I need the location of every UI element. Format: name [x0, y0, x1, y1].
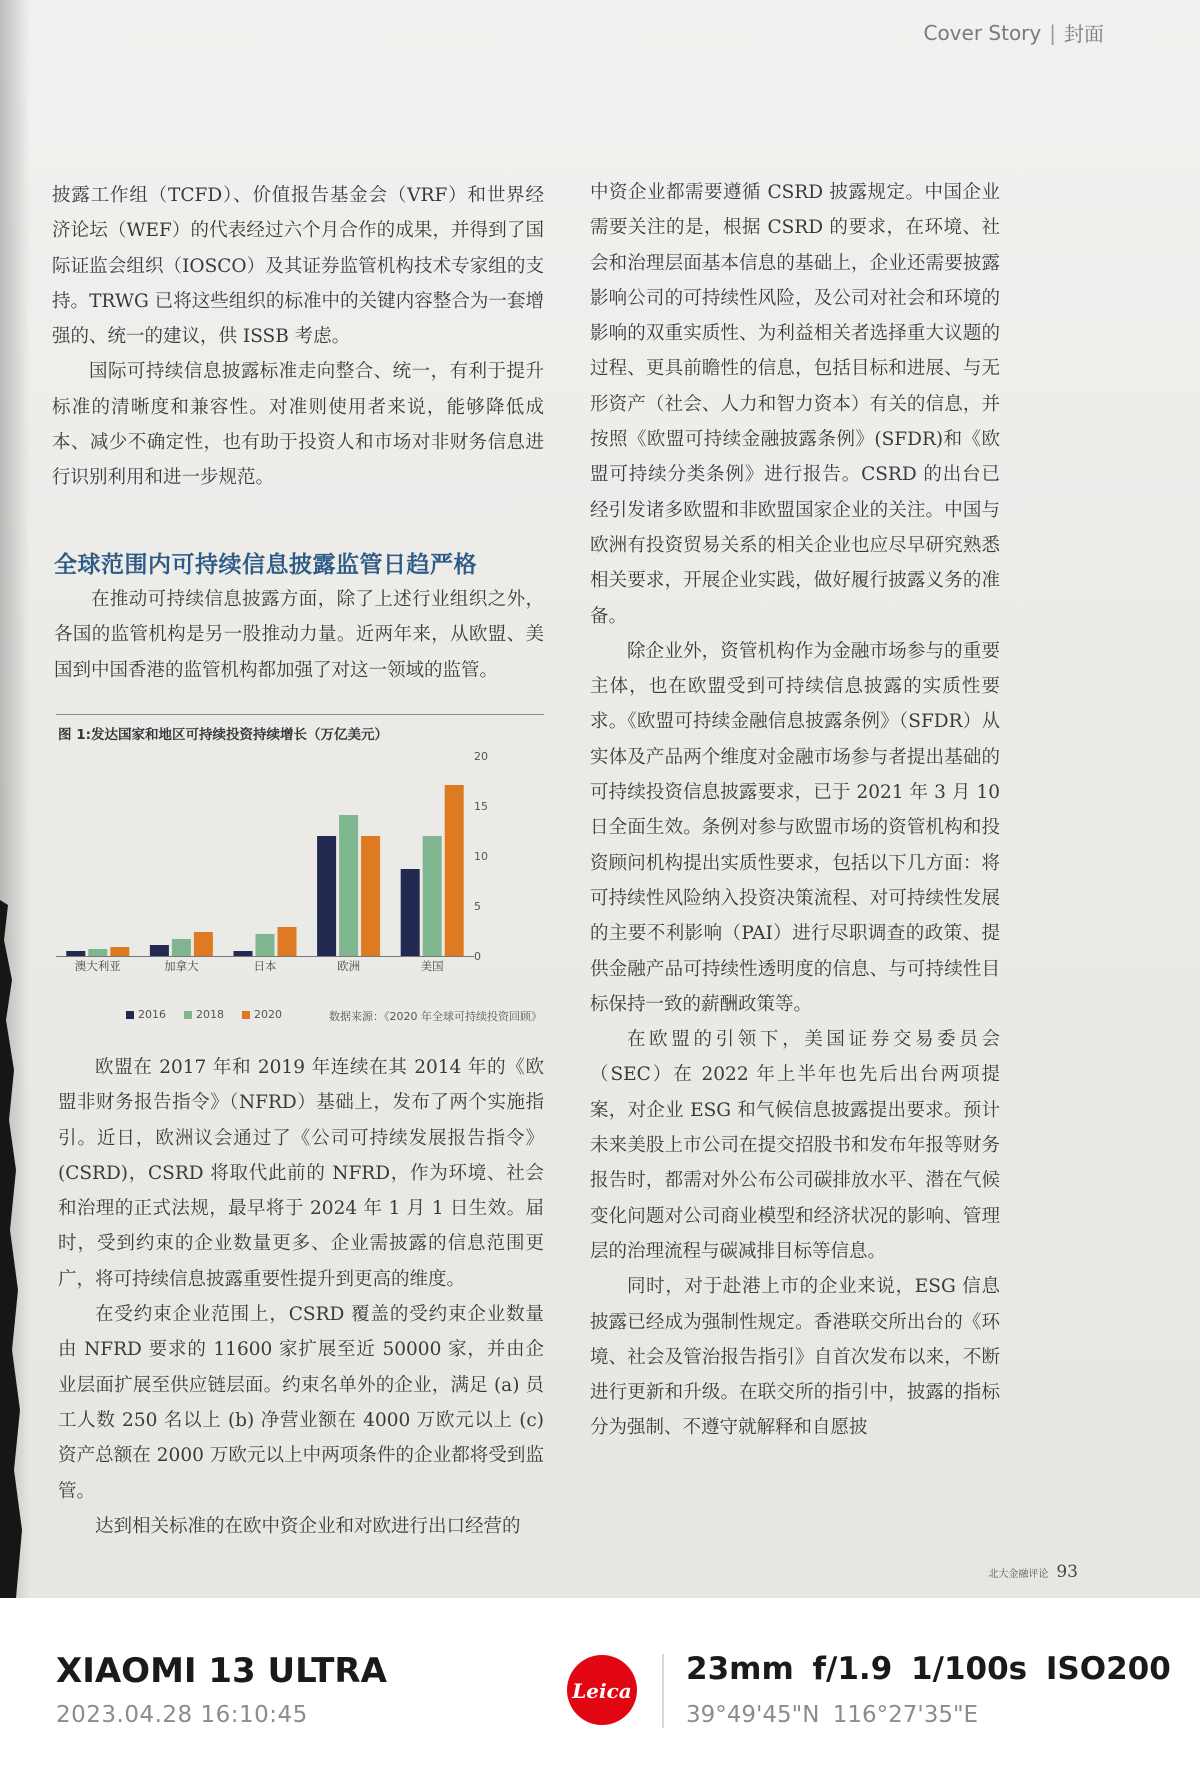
legend-swatch — [126, 1011, 134, 1019]
gps-coordinates: 39°49'45"N 116°27'35"E — [686, 1702, 979, 1728]
page-header — [923, 18, 1104, 47]
y-tick-label: 10 — [474, 850, 488, 863]
leica-logo-icon — [566, 1654, 638, 1726]
legend-label: 2016 — [138, 1008, 166, 1021]
legend-item — [184, 1008, 224, 1021]
bar — [194, 932, 213, 956]
figure-title: 图 1:发达国家和地区可持续投资持续增长（万亿美元） — [58, 727, 388, 743]
exif-info: 23mm f/1.9 1/100s ISO200 — [686, 1651, 1171, 1687]
camera-model: XIAOMI 13 ULTRA — [56, 1651, 387, 1691]
y-tick-label: 0 — [474, 950, 481, 963]
legend-label: 2020 — [254, 1008, 282, 1021]
section-heading: 全球范围内可持续信息披露监管日趋严格 — [54, 552, 477, 578]
bar — [317, 836, 336, 956]
paragraph: 达到相关标准的在欧中资企业和对欧进行出口经营的 — [95, 1515, 521, 1537]
y-tick-label: 15 — [474, 800, 488, 813]
legend-swatch — [184, 1011, 192, 1019]
bar — [339, 815, 358, 956]
x-category-label: 日本 — [253, 959, 277, 973]
left-column-mid — [54, 582, 544, 688]
paragraph: 欧盟在 2017 年和 2019 年连续在其 2014 年的《欧盟非财务报告指令》（NFRD）基础上，发布了两个实施指引。近日，欧洲议会通过了《公司可持续发展报告指令》(CSRD)，CSRD 将取代此前的 NFRD，作为环境、社会和治理的正式法规，最早将于 2024 年 1 月 1 日生效。届时，受到约束的企业数量更多、企业需披露的信息范围更广，将可持续信息披露重要性提升到更高的维度。 — [58, 1057, 544, 1290]
legend-item — [242, 1008, 282, 1021]
bar — [88, 949, 107, 956]
paragraph: 除企业外，资管机构作为金融市场参与的重要主体，也在欧盟受到可持续信息披露的实质性要求。《欧盟可持续金融信息披露条例》（SFDR）从实体及产品两个维度对金融市场参与者提出基础的可持续投资信息披露要求，已于 2021 年 3 月 10 日全面生效。条例对参与欧盟市场的资管机构和投资顾问机构提出实质性要求，包括以下几方面：将可持续性风险纳入投资决策流程、对可持续性发展的主要不利影响（PAI）进行尽职调查的政策、提供金融产品可持续性透明度的信息、与可持续性目标保持一致的薪酬政策等。 — [590, 640, 1000, 1015]
publication-name: 北大金融评论 — [988, 1569, 1049, 1580]
paragraph: 中资企业都需要遵循 CSRD 披露规定。中国企业需要关注的是，根据 CSRD 的要求，在环境、社会和治理层面基本信息的基础上，企业还需要披露影响公司的可持续性风险，及公司对社会和环境的影响的双重实质性、为利益相关者选择重大议题的过程、更具前瞻性的信息，包括目标和进展、与无形资产（社会、人力和智力资本）有关的信息，并按照《欧盟可持续金融披露条例》(SFDR)和《欧盟可持续分类条例》进行报告。CSRD 的出台已经引发诸多欧盟和非欧盟国家企业的关注。中国与欧洲有投资贸易关系的相关企业也应尽早研究熟悉相关要求，开展企业实践，做好履行披露义务的准备。 — [590, 182, 1000, 627]
watermark-divider — [662, 1654, 664, 1728]
y-tick-label: 5 — [474, 900, 481, 913]
bar — [423, 836, 442, 956]
x-category-label: 加拿大 — [164, 959, 199, 973]
paragraph: 在受约束企业范围上，CSRD 覆盖的受约束企业数量由 NFRD 要求的 11600 家扩展至近 50000 家，并由企业层面扩展至供应链层面。约束名单外的企业，满足 (a) 员工人数 250 名以上 (b) 净营业额在 4000 万欧元以上 (c) 资产总额在 2000 万欧元以上中两项条件的企业都将受到监管。 — [58, 1304, 544, 1502]
bar-chart — [56, 744, 544, 1004]
bar — [234, 951, 253, 956]
bar — [66, 951, 85, 956]
header-separator: | — [1049, 20, 1056, 45]
camera-watermark-bar — [0, 1598, 1200, 1784]
legend-label: 2018 — [196, 1008, 224, 1021]
bar — [172, 939, 191, 956]
paragraph: 在欧盟的引领下，美国证券交易委员会（SEC）在 2022 年上半年也先后出台两项提案，对企业 ESG 和气候信息披露提出要求。预计未来美股上市公司在提交招股书和发布年报等财务报告时，都需对外公布公司碳排放水平、潜在气候变化问题对公司商业模型和经济状况的影响、管理层的治理流程与碳减排目标等信息。 — [590, 1029, 1000, 1262]
page-number: 93 — [1056, 1562, 1078, 1582]
left-column-top — [52, 178, 544, 496]
x-category-label: 澳大利亚 — [74, 959, 121, 973]
figure-source: 数据来源：《2020 年全球可持续投资回顾》 — [329, 1010, 542, 1023]
torn-page-edge — [0, 0, 30, 1598]
header-section-cn: 封面 — [1064, 22, 1104, 46]
right-column — [590, 175, 1000, 1446]
paragraph: 同时，对于赴港上市的企业来说，ESG 信息披露已经成为强制性规定。香港联交所出台的《环境、社会及管治报告指引》自首次发布以来，不断进行更新和升级。在联交所的指引中，披露的指标分为强制、不遵守就解释和自愿披 — [590, 1276, 1000, 1439]
capture-datetime: 2023.04.28 16:10:45 — [56, 1702, 308, 1728]
header-section-en: Cover Story — [923, 20, 1042, 45]
bar — [361, 836, 380, 956]
paragraph: 披露工作组（TCFD）、价值报告基金会（VRF）和世界经济论坛（WEF）的代表经过六个月合作的成果，并得到了国际证监会组织（IOSCO）及其证券监管机构技术专家组的支持。TRWG 已将这些组织的标准中的关键内容整合为一套增强的、统一的建议，供 ISSB 考虑。 — [52, 185, 544, 348]
legend-item — [126, 1008, 166, 1021]
bar — [278, 927, 297, 956]
x-category-label: 美国 — [420, 959, 444, 973]
x-category-label: 欧洲 — [337, 959, 361, 973]
y-tick-label: 20 — [474, 750, 488, 763]
bar — [401, 869, 420, 956]
chart-legend — [126, 1008, 282, 1021]
bar — [110, 947, 129, 956]
legend-swatch — [242, 1011, 250, 1019]
paragraph: 在推动可持续信息披露方面，除了上述行业组织之外，各国的监管机构是另一股推动力量。近两年来，从欧盟、美国到中国香港的监管机构都加强了对这一领域的监管。 — [54, 589, 544, 681]
bar — [445, 785, 464, 956]
left-column-bottom — [58, 1050, 544, 1544]
svg-text:Leica: Leica — [572, 1679, 632, 1703]
paragraph: 国际可持续信息披露标准走向整合、统一，有利于提升标准的清晰度和兼容性。对准则使用者来说，能够降低成本、减少不确定性，也有助于投资人和市场对非财务信息进行识别利用和进一步规范。 — [52, 361, 544, 489]
figure-1 — [56, 714, 544, 1026]
bar — [150, 945, 169, 956]
page-footer — [988, 1562, 1078, 1582]
bar — [256, 934, 275, 956]
figure-top-rule — [56, 714, 544, 715]
